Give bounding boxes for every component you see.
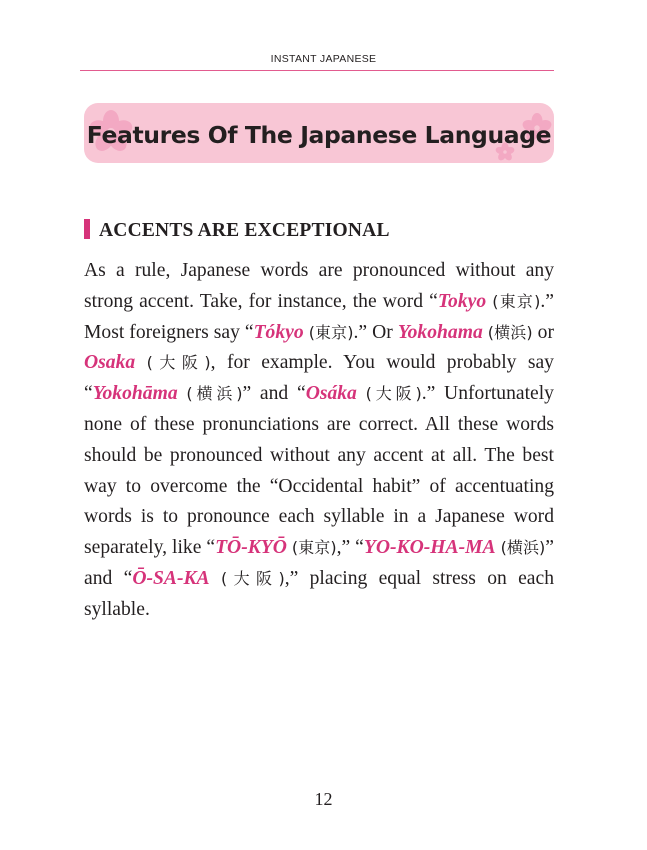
section-heading [84, 219, 390, 243]
kanji-gloss: (横浜) [186, 384, 243, 404]
japanese-term: Osáka [305, 383, 357, 405]
text-run: .” Unfortunately none of these pronunciations are correct. All these words should be pronounced without any accent at all. The best way to overcome the “Occidental habit” of accentuating words is to pronounce each syllable in a Japanese word separately, like “ [84, 383, 554, 559]
kanji-gloss: (大阪) [220, 568, 285, 588]
text-run: ” and “ [84, 537, 554, 589]
kanji-gloss: (大阪) [146, 353, 211, 373]
japanese-term: Tokyo [437, 290, 487, 312]
text-run: As a rule, Japanese words are pronounced without any strong accent. Take, for instance, the word “ [84, 260, 554, 312]
page-number: 12 [314, 789, 333, 809]
kanji-gloss: (大阪) [365, 384, 422, 404]
section-heading-text: ACCENTS ARE EXCEPTIONAL [99, 220, 390, 241]
section-marker [84, 219, 90, 239]
text-run: ,” placing equal stress on each syllable. [84, 567, 554, 620]
body-text [84, 256, 554, 626]
kanji-gloss: (横浜) [500, 538, 546, 558]
text-run: , for example. You would probably say “ [84, 352, 554, 405]
running-head: INSTANT JAPANESE [270, 53, 377, 65]
kanji-gloss: (東京) [492, 291, 541, 311]
japanese-term: YO-KO-HA-MA [363, 537, 496, 559]
kanji-gloss: (東京) [291, 538, 337, 558]
body-paragraph [84, 256, 554, 626]
japanese-term: Yokohama [397, 321, 483, 343]
text-run: .” Most foreigners say “ [84, 290, 554, 343]
japanese-term: Tókyo [253, 321, 304, 343]
japanese-term: Ō-SA-KA [132, 567, 210, 589]
text-run: ” and “ [242, 383, 306, 405]
header-rule [80, 70, 554, 71]
japanese-term: Yokohāma [92, 383, 178, 405]
text-run: or [532, 321, 554, 343]
kanji-gloss: (東京) [308, 322, 354, 342]
banner-title: Features Of The Japanese Language [86, 121, 552, 149]
text-run: ,” “ [336, 537, 364, 559]
japanese-term: TŌ-KYŌ [215, 537, 287, 559]
text-run: .” Or [353, 321, 398, 343]
kanji-gloss: (横浜) [487, 322, 533, 342]
japanese-term: Osaka [84, 352, 136, 374]
